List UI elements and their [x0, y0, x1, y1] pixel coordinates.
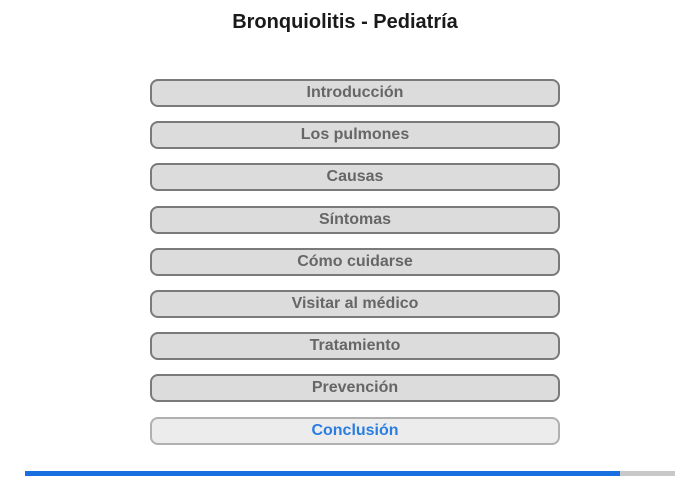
menu-item-introduccion[interactable]: Introducción [150, 79, 560, 107]
menu-item-prevencion[interactable]: Prevención [150, 374, 560, 402]
menu-item-como-cuidarse[interactable]: Cómo cuidarse [150, 248, 560, 276]
menu-item-los-pulmones[interactable]: Los pulmones [150, 121, 560, 149]
menu-item-causas[interactable]: Causas [150, 163, 560, 191]
progress-bar [25, 471, 675, 476]
menu-item-conclusion[interactable]: Conclusión [150, 417, 560, 445]
menu-item-sintomas[interactable]: Síntomas [150, 206, 560, 234]
page-title: Bronquiolitis - Pediatría [232, 11, 458, 33]
progress-bar-fill [25, 471, 620, 476]
menu-item-tratamiento[interactable]: Tratamiento [150, 332, 560, 360]
menu-item-visitar-al-medico[interactable]: Visitar al médico [150, 290, 560, 318]
chapter-menu [150, 79, 560, 459]
